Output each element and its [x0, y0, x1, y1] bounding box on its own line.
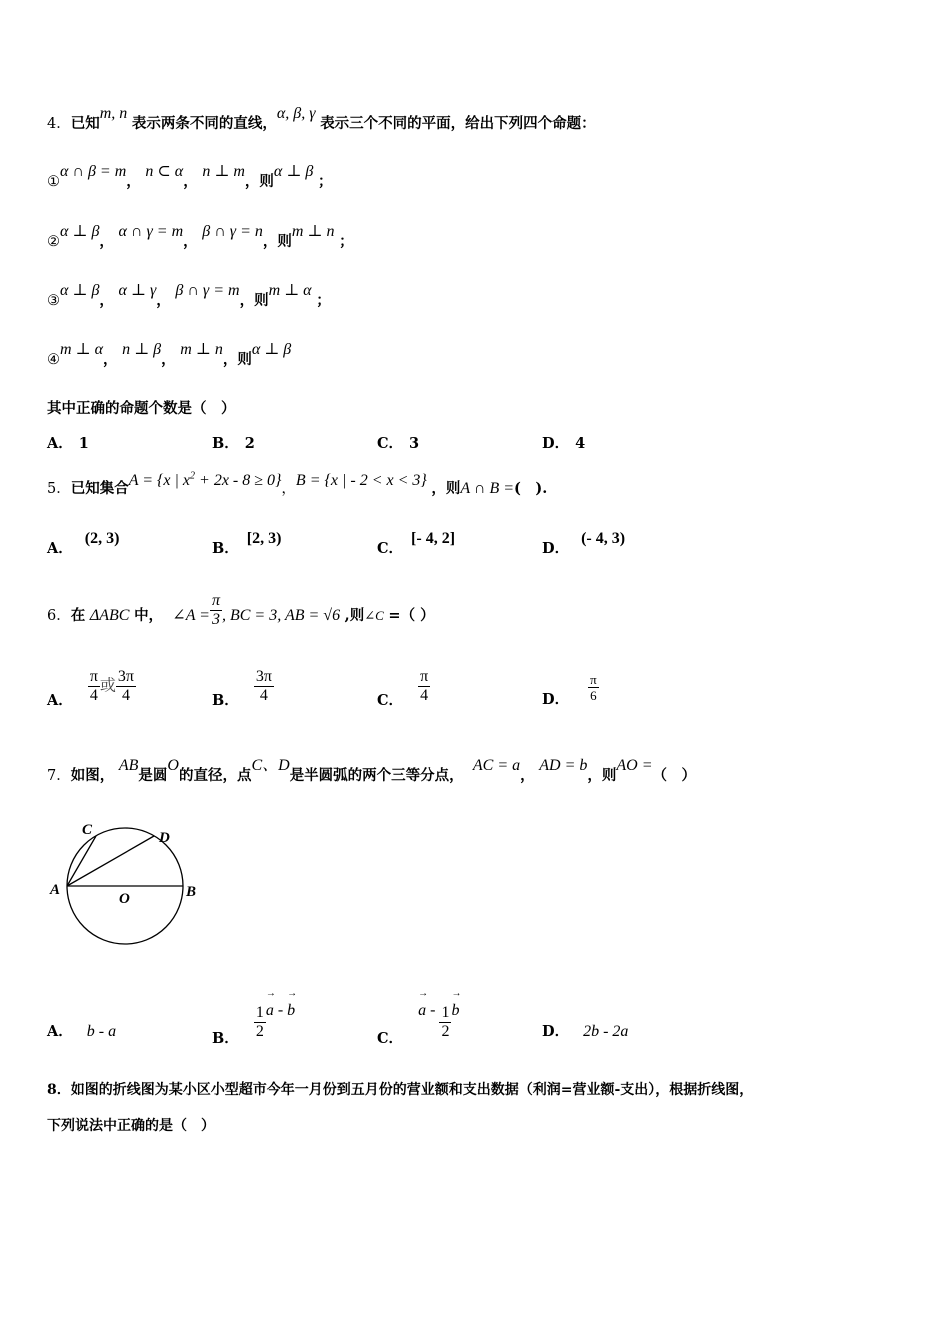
q5-set-a: A = {x | $x^2 + 2x - 8 \ge 0$} — [128, 470, 282, 489]
q4-proposition-3: ③α ⊥ β， α ⊥ γ， β ∩ γ = m，则m ⊥ α ； — [47, 282, 331, 309]
q4-number: 4． — [47, 116, 71, 132]
chord-ac — [67, 836, 96, 886]
q7-number: 7． — [47, 768, 71, 784]
q7-option-b[interactable]: B． $\frac{1}{2}$ → a - → b — [212, 992, 295, 1029]
q4-lines-symbols: m, n — [99, 105, 128, 122]
label-o: O — [119, 891, 130, 907]
q7-option-d[interactable]: D． 2b - 2a — [542, 1023, 629, 1040]
label-d: D — [159, 830, 170, 846]
label-c: C — [82, 822, 93, 838]
q4-planes-symbols: α, β, γ — [276, 105, 316, 122]
q6-option-b[interactable]: B． $\frac{3\pi}{4}$ — [212, 668, 272, 709]
q6-option-d[interactable]: D． $\frac{\pi}{6}$ — [542, 672, 597, 708]
q5-set-b: B = {x | - 2 < x < 3} — [295, 472, 427, 489]
q7-circle-figure — [45, 815, 215, 955]
q4-option-b[interactable]: B． 2 — [212, 435, 255, 452]
q6-number: 6． — [47, 608, 71, 624]
q4-question: 其中正确的命题个数是（ ） — [47, 400, 236, 417]
q7-stem: 7．如图， AB是圆O的直径，点C、D是半圆弧的两个三等分点， AC = a， AD = b，则AO =（ ） — [47, 757, 697, 784]
q5-number: 5． — [47, 481, 71, 497]
q5-option-c[interactable]: C．[- 4, 2] — [377, 530, 456, 557]
q4-proposition-2: ②α ⊥ β， α ∩ γ = m， β ∩ γ = n，则m ⊥ n ； — [47, 223, 354, 250]
q5-option-b[interactable]: B．[2, 3) — [212, 530, 282, 557]
q7-option-c[interactable]: C． → a - $\frac{1}{2}$ → b — [377, 992, 459, 1029]
q5-option-d[interactable]: D．(- 4, 3) — [542, 530, 626, 557]
q6-stem: 6．在 ΔABC 中， ∠A = $\frac{\pi}{3}$ , BC = 3, AB = √6 ,则∠C =（ ） — [47, 591, 435, 628]
q4-option-d[interactable]: D． 4 — [542, 435, 586, 452]
q6-angle-fraction: $\frac{\pi}{3}$ — [211, 591, 220, 628]
q8-stem-line-1: 8．如图的折线图为某小区小型超市今年一月份到五月份的营业额和支出数据（利润=营业额-支出），根据折线图， — [47, 1082, 754, 1098]
q5-option-a[interactable]: A．(2, 3) — [47, 530, 120, 557]
q5-intersection: A ∩ B = — [460, 480, 515, 497]
q8-stem-line-2: 下列说法中正确的是（ ） — [47, 1118, 215, 1134]
q5-stem: 5．已知集合A = {x | $x^2 + 2x - 8 \ge 0$}，B = {x | - 2 < x < 3} ，则A ∩ B =( ). — [47, 470, 548, 497]
q6-option-a[interactable]: A． $\frac{\pi}{4}$ 或 $\frac{3\pi}{4}$ — [47, 668, 134, 709]
chord-ad — [67, 836, 154, 886]
q4-stem: 4．已知m, n 表示两条不同的直线，α, β, γ 表示三个不同的平面，给出下列四个命题： — [47, 105, 596, 132]
q4-proposition-1: ①α ∩ β = m， n ⊂ α， n ⊥ m，则α ⊥ β ； — [47, 163, 333, 190]
label-b: B — [186, 884, 197, 900]
q7-option-a[interactable]: A． b - a — [47, 1023, 117, 1040]
label-a: A — [50, 882, 61, 898]
q6-option-c[interactable]: C． $\frac{\pi}{4}$ — [377, 668, 429, 709]
q4-proposition-4: ④m ⊥ α， n ⊥ β， m ⊥ n，则α ⊥ β — [47, 341, 292, 368]
q4-option-a[interactable]: A． 1 — [47, 435, 89, 452]
q4-option-c[interactable]: C． 3 — [377, 435, 420, 452]
